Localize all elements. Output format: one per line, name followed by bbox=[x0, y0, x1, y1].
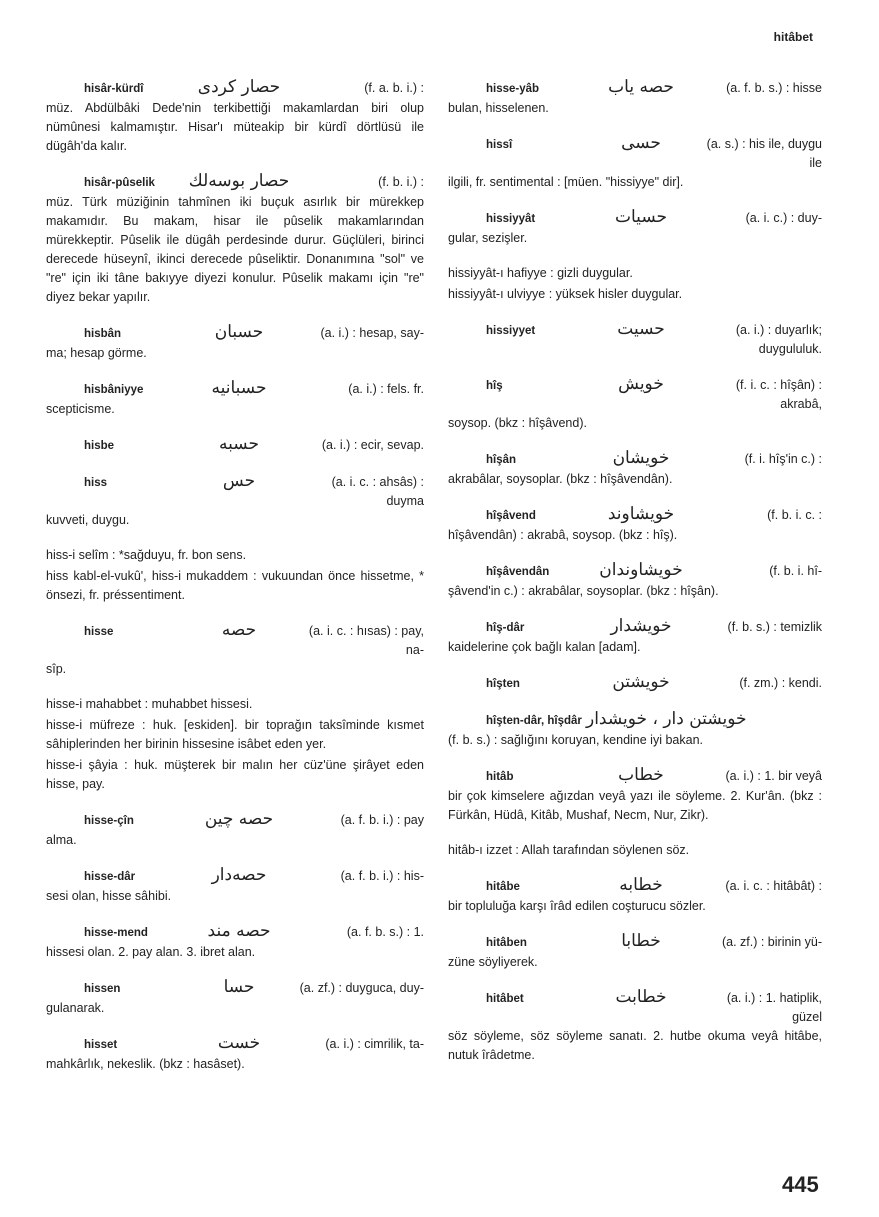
grammar-meta: (a. f. b. s.) : 1. bbox=[346, 925, 424, 939]
headword: hisâr-pûselik bbox=[84, 177, 155, 189]
headword: hisse bbox=[84, 626, 114, 638]
definition: bir topluluğa karşı îrâd edilen coşturucu sözler. bbox=[448, 899, 706, 913]
arabic-script: خطابت bbox=[615, 987, 667, 1007]
dictionary-entry bbox=[448, 320, 822, 359]
grammar-meta: (f. b. i.) : bbox=[378, 175, 424, 189]
definition: müz. Türk müziğinin tahmînen iki buçuk asırlık bir mürekkep makamıdır. Bu makam, hisar ile pûselik makamlarından mürekkeptir. Pûselik ile dügâh perdesinde durur. Güçlüleri, birinci derecede hüseynî, ikinci derecede pûseliktir. Donanımına "sol" ve "re" için iki tâne bakıyye diyezi konulur. Pûselik makamı için "re" diyez bekar yapılır. bbox=[46, 195, 424, 304]
entry-headline bbox=[46, 435, 424, 456]
definition: hissesi olan. 2. pay alan. 3. ibret alan. bbox=[46, 945, 256, 959]
dictionary-entry bbox=[46, 78, 424, 156]
entry-headline bbox=[46, 78, 424, 99]
sub-entry: hiss kabl-el-vukû', hiss-i mukaddem : vukuundan önce hissetme, * önsezi, fr. préssentiment. bbox=[46, 569, 424, 602]
headword: hisbâniyye bbox=[84, 384, 144, 396]
definition: sesi olan, hisse sâhibi. bbox=[46, 889, 172, 903]
grammar-meta: (a. i. c. : hitâbât) : bbox=[725, 879, 822, 893]
headword: hîşten-dâr, hîşdâr bbox=[486, 715, 582, 727]
arabic-script: خویشان bbox=[612, 448, 670, 468]
right-column bbox=[448, 78, 822, 1081]
arabic-script: حس bbox=[222, 471, 256, 491]
headword: hisse-yâb bbox=[486, 83, 540, 95]
dictionary-entry bbox=[46, 621, 424, 679]
dictionary-entry bbox=[448, 78, 822, 118]
grammar-meta: (a. i.) : duyarlık; duygululuk. bbox=[735, 323, 822, 356]
arabic-script: حسی bbox=[621, 133, 661, 153]
arabic-script: حسبان bbox=[214, 322, 264, 342]
headword: hissî bbox=[486, 139, 513, 151]
arabic-script: خطاب bbox=[618, 765, 664, 785]
entry-headline bbox=[448, 505, 822, 526]
definition: sîp. bbox=[46, 662, 67, 676]
arabic-script: حسا bbox=[223, 977, 255, 997]
entry-headline bbox=[448, 375, 822, 414]
entry-headline bbox=[448, 673, 822, 694]
grammar-meta: (a. i.) : 1. hatiplik, güzel bbox=[726, 991, 822, 1024]
dictionary-entry bbox=[46, 810, 424, 850]
definition: gulanarak. bbox=[46, 1001, 105, 1015]
entry-headline bbox=[448, 320, 822, 359]
entry-headline bbox=[46, 379, 424, 400]
grammar-meta: (a. i.) : hesap, say- bbox=[320, 326, 424, 340]
arabic-script: خست bbox=[217, 1033, 261, 1053]
dictionary-entry bbox=[448, 766, 822, 825]
arabic-script: خویشاوندان bbox=[599, 560, 683, 580]
dictionary-entry bbox=[46, 922, 424, 962]
entry-headline bbox=[46, 323, 424, 344]
headword: hîş-dâr bbox=[486, 622, 525, 634]
definition: ilgili, fr. sentimental : [müen. "hissiyye" dir]. bbox=[448, 175, 684, 189]
definition: akrabâlar, soysoplar. (bkz : hîşâvendân). bbox=[448, 472, 673, 486]
entry-headline bbox=[448, 766, 822, 787]
definition: bir çok kimselere ağızdan veyâ yazı ile söyleme. 2. Kur'ân. (bkz : Fürkân, Hüdâ, Kitâb, Mushaf, Necm, Nur, Zikr). bbox=[448, 789, 822, 822]
grammar-meta: (f. zm.) : kendi. bbox=[739, 676, 822, 690]
headword: hisbe bbox=[84, 440, 115, 452]
entry-headline bbox=[448, 876, 822, 897]
definition: alma. bbox=[46, 833, 77, 847]
definition: söz söyleme, söz söyleme sanatı. 2. hutbe okuma veyâ hitâbe, nutuk îrâdetme. bbox=[448, 1029, 822, 1062]
grammar-meta: (a. i. c.) : duy- bbox=[745, 211, 822, 225]
headword: hitâb bbox=[486, 771, 514, 783]
arabic-script: حصه یاب bbox=[608, 77, 674, 97]
entry-headline bbox=[448, 134, 822, 173]
arabic-script: حسیات bbox=[615, 207, 667, 227]
arabic-script: خویش bbox=[618, 374, 664, 394]
entry-headline bbox=[46, 978, 424, 999]
arabic-script: خویشتن bbox=[612, 672, 670, 692]
definition: mahkârlık, nekeslik. (bkz : hasâset). bbox=[46, 1057, 245, 1071]
left-column bbox=[46, 78, 424, 1090]
entry-headline bbox=[448, 561, 822, 582]
arabic-script: خویشاوند bbox=[607, 504, 675, 524]
headword: hisâr-kürdî bbox=[84, 83, 144, 95]
dictionary-entry bbox=[448, 561, 822, 601]
headword: hissiyyât bbox=[486, 213, 536, 225]
arabic-script: حصه مند bbox=[207, 921, 271, 941]
dictionary-entry bbox=[448, 876, 822, 916]
dictionary-entry bbox=[46, 978, 424, 1018]
definition: bulan, hisselenen. bbox=[448, 101, 549, 115]
dictionary-entry bbox=[448, 673, 822, 694]
arabic-script: حسبانیه bbox=[211, 378, 267, 398]
definition: gular, sezişler. bbox=[448, 231, 528, 245]
entry-headline bbox=[448, 208, 822, 229]
grammar-meta: (a. i.) : ecir, sevap. bbox=[321, 438, 424, 452]
entry-headline bbox=[448, 932, 822, 953]
grammar-meta: (a. zf.) : birinin yü- bbox=[721, 935, 822, 949]
sub-entry: hisse-i şâyia : huk. müşterek bir malın her cüz'üne şirâyet eden hisse, pay. bbox=[46, 758, 424, 791]
definition: müz. Abdülbâki Dede'nin terkibettiği makamlardan biri olup nümûnesi kalmamıştır. Hisar'ı müteakip bir kürdî dörtlüsü ile dügâh'da kalır. bbox=[46, 101, 424, 153]
page-number: 445 bbox=[782, 1172, 819, 1197]
dictionary-entry bbox=[448, 932, 822, 972]
headword: hîşâvendân bbox=[486, 566, 550, 578]
definition: soysop. (bkz : hîşâvend). bbox=[448, 416, 587, 430]
definition: şâvend'in c.) : akrabâlar, soysoplar. (bkz : hîşân). bbox=[448, 584, 719, 598]
arabic-script: حسیت bbox=[617, 319, 665, 339]
entry-headline bbox=[46, 922, 424, 943]
headword: hiss bbox=[84, 477, 108, 489]
arabic-script: خویشتن دار ، خویشدار bbox=[586, 709, 747, 729]
headword: hitâbet bbox=[486, 993, 524, 1005]
entry-headline bbox=[46, 472, 424, 511]
definition: kaidelerine çok bağlı kalan [adam]. bbox=[448, 640, 641, 654]
sub-entry: hitâb-ı izzet : Allah tarafından söylenen söz. bbox=[448, 843, 690, 857]
headword: hîş bbox=[486, 380, 503, 392]
definition: züne söyliyerek. bbox=[448, 955, 538, 969]
entry-headline bbox=[448, 710, 822, 731]
definition: ma; hesap görme. bbox=[46, 346, 147, 360]
grammar-meta: (f. b. i. hî- bbox=[769, 564, 822, 578]
dictionary-entry bbox=[448, 375, 822, 433]
grammar-meta: (f. b. s.) : temizlik bbox=[727, 620, 822, 634]
entry-headline bbox=[46, 866, 424, 887]
arabic-script: حصه چین bbox=[204, 809, 274, 829]
arabic-script: حصه bbox=[221, 620, 257, 640]
sub-entry: hissiyyât-ı hafiyye : gizli duygular. bbox=[448, 266, 633, 280]
definition: scepticisme. bbox=[46, 402, 115, 416]
sub-entry: hisse-i müfreze : huk. [eskiden]. bir toprağın taksîminde kısmet sâhiplerinden her birinin hissesine isâbet eden yer. bbox=[46, 718, 424, 751]
headword: hissen bbox=[84, 983, 121, 995]
arabic-script: حصه‌دار bbox=[211, 865, 267, 885]
dictionary-entry bbox=[448, 505, 822, 545]
grammar-meta: (a. f. b. i.) : his- bbox=[340, 869, 424, 883]
arabic-script: حسبه bbox=[219, 434, 259, 454]
headword: hîşten bbox=[486, 678, 520, 690]
dictionary-entry bbox=[46, 472, 424, 530]
grammar-meta: (a. f. b. s.) : hisse bbox=[726, 81, 822, 95]
headword: hitâbe bbox=[486, 881, 520, 893]
definition: (f. b. s.) : sağlığını koruyan, kendine iyi bakan. bbox=[448, 733, 703, 747]
headword: hîşâvend bbox=[486, 510, 536, 522]
grammar-meta: (a. zf.) : duyguca, duy- bbox=[299, 981, 424, 995]
dictionary-entry bbox=[46, 379, 424, 419]
running-header: hitâbet bbox=[773, 30, 813, 44]
definition: hîşâvendân) : akrabâ, soysop. (bkz : hîş). bbox=[448, 528, 678, 542]
headword: hisse-dâr bbox=[84, 871, 136, 883]
dictionary-entry bbox=[46, 172, 424, 307]
dictionary-entry bbox=[448, 449, 822, 489]
definition: kuvveti, duygu. bbox=[46, 513, 130, 527]
grammar-meta: (f. b. i. c. : bbox=[767, 508, 822, 522]
sub-entry: hisse-i mahabbet : muhabbet hissesi. bbox=[46, 697, 253, 711]
dictionary-entry bbox=[448, 617, 822, 657]
grammar-meta: (a. i.) : cimrilik, ta- bbox=[325, 1037, 424, 1051]
arabic-script: خویشدار bbox=[610, 616, 672, 636]
grammar-meta: (a. s.) : his ile, duygu ile bbox=[706, 137, 822, 170]
dictionary-entry bbox=[448, 988, 822, 1065]
sub-entry: hiss-i selîm : *sağduyu, fr. bon sens. bbox=[46, 548, 247, 562]
grammar-meta: (a. i.) : 1. bir veyâ bbox=[725, 769, 822, 783]
entry-headline bbox=[46, 810, 424, 831]
headword: hîşân bbox=[486, 454, 517, 466]
headword: hisset bbox=[84, 1039, 118, 1051]
headword: hisbân bbox=[84, 328, 122, 340]
dictionary-entry bbox=[46, 323, 424, 363]
grammar-meta: (a. i.) : fels. fr. bbox=[348, 382, 424, 396]
grammar-meta: (a. i. c. : ahsâs) : duyma bbox=[331, 475, 424, 508]
grammar-meta: (a. i. c. : hısas) : pay, na- bbox=[308, 624, 424, 657]
dictionary-entry bbox=[46, 435, 424, 456]
arabic-script: حصار کردی bbox=[197, 77, 281, 97]
grammar-meta: (a. f. b. i.) : pay bbox=[340, 813, 424, 827]
entry-headline bbox=[46, 1034, 424, 1055]
dictionary-entry bbox=[46, 866, 424, 906]
grammar-meta: (f. i. hîş'in c.) : bbox=[744, 452, 822, 466]
entry-headline bbox=[46, 172, 424, 193]
entry-headline bbox=[448, 78, 822, 99]
entry-headline bbox=[448, 988, 822, 1027]
entry-headline bbox=[46, 621, 424, 660]
arabic-script: حصار بوسه‌لك bbox=[188, 171, 290, 191]
headword: hisse-mend bbox=[84, 927, 148, 939]
headword: hitâben bbox=[486, 937, 527, 949]
arabic-script: خطابا bbox=[621, 931, 661, 951]
entry-headline bbox=[448, 617, 822, 638]
dictionary-entry bbox=[448, 134, 822, 192]
arabic-script: خطابه bbox=[619, 875, 663, 895]
grammar-meta: (f. i. c. : hîşân) : akrabâ, bbox=[735, 378, 822, 411]
dictionary-entry bbox=[448, 710, 822, 750]
dictionary-entry bbox=[46, 1034, 424, 1074]
sub-entry: hissiyyât-ı ulviyye : yüksek hisler duygular. bbox=[448, 287, 683, 301]
headword: hisse-çîn bbox=[84, 815, 134, 827]
headword: hissiyyet bbox=[486, 325, 536, 337]
dictionary-entry bbox=[448, 208, 822, 248]
grammar-meta: (f. a. b. i.) : bbox=[364, 81, 424, 95]
entry-headline bbox=[448, 449, 822, 470]
